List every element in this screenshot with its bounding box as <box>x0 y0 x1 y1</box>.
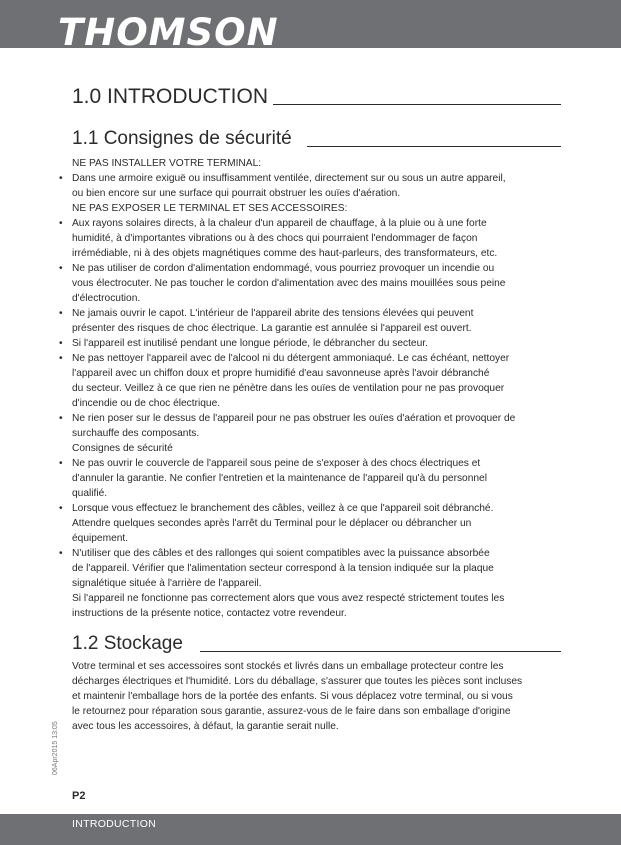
header-bar <box>0 0 621 58</box>
bullet-icon: • <box>59 413 63 424</box>
line-text: N'utiliser que des câbles et des rallonges qui soient compatibles avec la puissance absorbée <box>72 548 490 559</box>
bullet-icon: • <box>59 173 63 184</box>
text-line <box>56 396 560 411</box>
text-line <box>56 156 560 171</box>
storage-title: 1.2 Stockage <box>72 633 183 654</box>
line-text: NE PAS EXPOSER LE TERMINAL ET SES ACCESSOIRES: <box>72 203 348 214</box>
text-line <box>56 186 560 201</box>
section-title: 1.0 INTRODUCTION <box>72 85 269 108</box>
text-line <box>56 606 560 621</box>
brand-logo-text: THOMSON <box>58 12 279 52</box>
bullet-line <box>56 411 560 426</box>
line-text: du secteur. Veillez à ce que rien ne pénètre dans les ouïes de ventilation pour ne pas provoquer <box>72 383 505 394</box>
line-text: équipement. <box>72 533 129 544</box>
line-text: surchauffe des composants. <box>72 428 200 439</box>
bullet-line <box>56 501 560 516</box>
bullet-line <box>56 306 560 321</box>
text-line <box>56 366 560 381</box>
storage-line: avec tous les accessoires, à défaut, la garantie serait nulle. <box>72 721 339 732</box>
bullet-icon: • <box>59 338 63 349</box>
line-text: d'annuler la garantie. Ne confier l'entretien et la maintenance de l'appareil qu'à du personnel <box>72 473 487 484</box>
line-text: Ne pas utiliser de cordon d'alimentation endommagé, vous pourriez provoquer un incendie ou <box>72 263 495 274</box>
storage-title-rule <box>200 651 561 652</box>
bullet-line <box>56 336 560 351</box>
text-line <box>56 231 560 246</box>
bullet-line <box>56 546 560 561</box>
text-line <box>56 246 560 261</box>
bullet-icon: • <box>59 353 63 364</box>
line-text: d'électrocution. <box>72 293 141 304</box>
safety-title-rule <box>307 146 561 147</box>
page-number: P2 <box>72 790 86 802</box>
line-text: Aux rayons solaires directs, à la chaleur d'un appareil de chauffage, à la pluie ou à une forte <box>72 218 487 229</box>
text-line <box>56 441 560 456</box>
text-line <box>56 291 560 306</box>
line-text: irrémédiable, ni à des objets magnétiques comme des haut-parleurs, des transformateurs, etc. <box>72 248 498 259</box>
storage-body <box>72 659 562 734</box>
bullet-line <box>56 216 560 231</box>
line-text: ou bien encore sur une surface qui pourrait obstruer les ouïes d'aération. <box>72 188 401 199</box>
text-line <box>56 531 560 546</box>
footer-label: INTRODUCTION <box>72 818 157 830</box>
storage-line: Votre terminal et ses accessoires sont stockés et livrés dans un emballage protecteur contre les <box>72 661 504 672</box>
line-text: l'appareil avec un chiffon doux et propre humidifié d'eau savonneuse après l'avoir débranché <box>72 368 490 379</box>
line-text: instructions de la présente notice, contactez votre revendeur. <box>72 608 347 619</box>
bullet-icon: • <box>59 218 63 229</box>
safety-title: 1.1 Consignes de sécurité <box>72 128 292 149</box>
text-line <box>56 321 560 336</box>
bullet-line <box>56 456 560 471</box>
bullet-icon: • <box>59 458 63 469</box>
text-line <box>56 486 560 501</box>
text-line <box>56 426 560 441</box>
storage-line: décharges électriques et l'humidité. Lors du déballage, s'assurer que toutes les pièces sont incluses <box>72 676 523 687</box>
print-timestamp: 06Apr2015 13:05 <box>52 721 59 775</box>
line-text: qualifié. <box>72 488 108 499</box>
bullet-icon: • <box>59 503 63 514</box>
line-text: de l'appareil. Vérifier que l'alimentation secteur correspond à la tension indiquée sur la plaque <box>72 563 494 574</box>
line-text: vous électrocuter. Ne pas toucher le cordon d'alimentation avec des mains mouillées sous peine <box>72 278 506 289</box>
text-line <box>56 561 560 576</box>
text-line <box>56 381 560 396</box>
section-title-rule <box>273 104 561 105</box>
line-text: Si l'appareil ne fonctionne pas correctement alors que vous avez respecté strictement toutes les <box>72 593 505 604</box>
storage-line: le retournez pour réparation sous garantie, assurez-vous de le faire dans son emballage d'origine <box>72 706 511 717</box>
bullet-line <box>56 261 560 276</box>
brand-logo <box>58 12 328 52</box>
text-line <box>56 576 560 591</box>
line-text: Ne jamais ouvrir le capot. L'intérieur de l'appareil abrite des tensions élevées qui peuvent <box>72 308 474 319</box>
bullet-icon: • <box>59 548 63 559</box>
line-text: signalétique située à l'arrière de l'appareil. <box>72 578 262 589</box>
bullet-line <box>56 351 560 366</box>
text-line <box>56 471 560 486</box>
line-text: Dans une armoire exiguë ou insuffisamment ventilée, directement sur ou sous un autre appareil, <box>72 173 506 184</box>
safety-body <box>56 156 560 621</box>
line-text: humidité, à d'importantes vibrations ou à des chocs qui pourraient l'endommager de façon <box>72 233 478 244</box>
line-text: Consignes de sécurité <box>72 443 173 454</box>
text-line <box>56 591 560 606</box>
line-text: présenter des risques de choc électrique. La garantie est annulée si l'appareil est ouvert. <box>72 323 472 334</box>
line-text: Ne pas ouvrir le couvercle de l'appareil sous peine de s'exposer à des chocs électriques et <box>72 458 481 469</box>
line-text: Si l'appareil est inutilisé pendant une longue période, le débrancher du secteur. <box>72 338 428 349</box>
bullet-icon: • <box>59 308 63 319</box>
text-line <box>56 516 560 531</box>
line-text: Lorsque vous effectuez le branchement des câbles, veillez à ce que l'appareil soit débranché. <box>72 503 494 514</box>
bullet-line <box>56 171 560 186</box>
line-text: NE PAS INSTALLER VOTRE TERMINAL: <box>72 158 262 169</box>
line-text: d'incendie ou de choc électrique. <box>72 398 221 409</box>
storage-line: et maintenir l'emballage hors de la portée des enfants. Si vous déplacez votre terminal, ou si vous <box>72 691 513 702</box>
line-text: Ne rien poser sur le dessus de l'appareil pour ne pas obstruer les ouïes d'aération et provoquer de <box>72 413 516 424</box>
bullet-icon: • <box>59 263 63 274</box>
line-text: Attendre quelques secondes après l'arrêt du Terminal pour le déplacer ou débrancher un <box>72 518 472 529</box>
line-text: Ne pas nettoyer l'appareil avec de l'alcool ni du détergent ammoniaqué. Le cas échéant, nettoyer <box>72 353 510 364</box>
text-line <box>56 276 560 291</box>
text-line <box>56 201 560 216</box>
